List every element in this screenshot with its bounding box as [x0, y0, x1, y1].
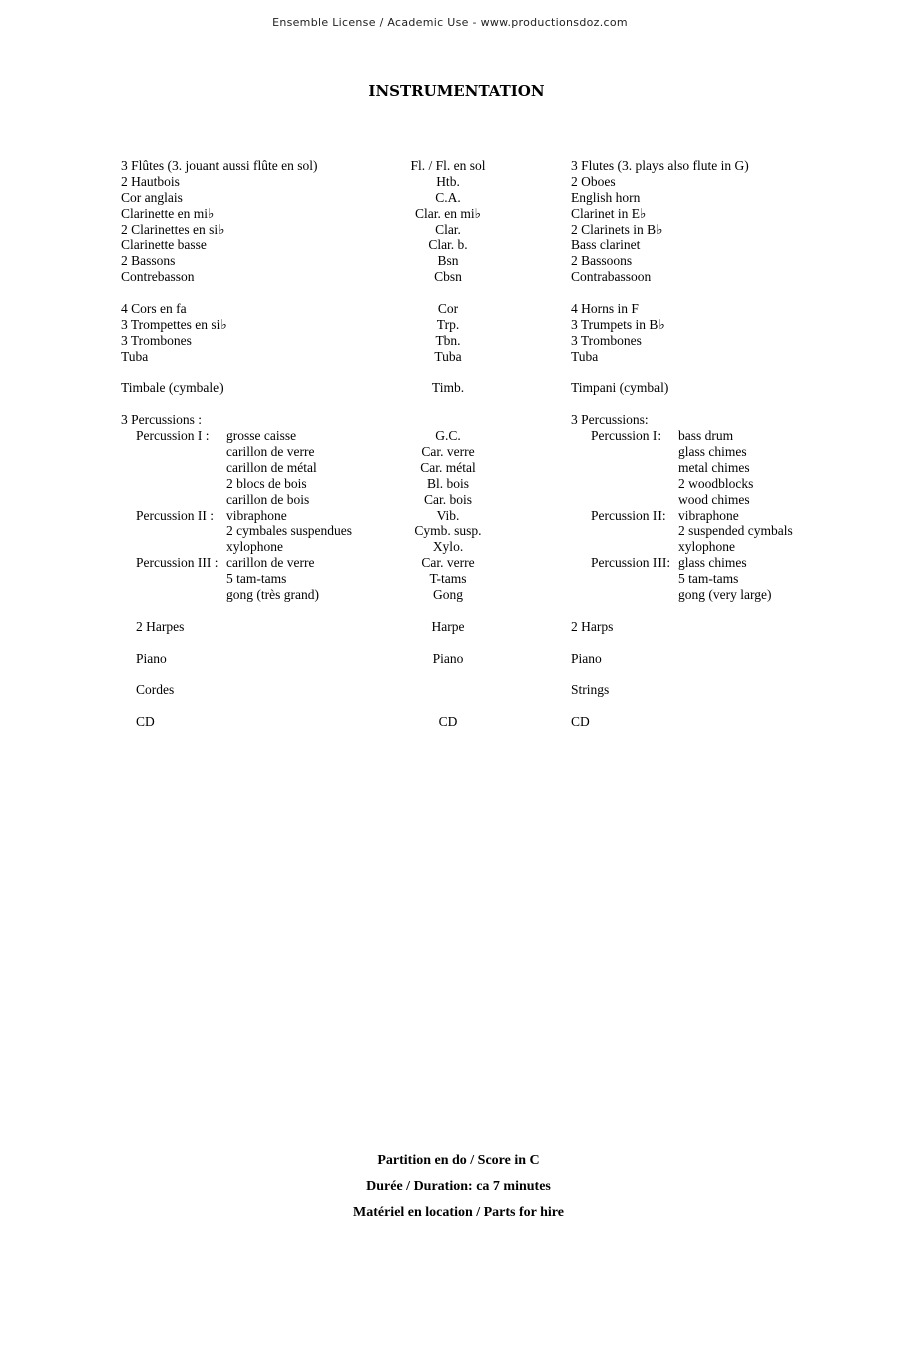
instrument-en: Bass clarinet	[571, 237, 641, 253]
abbreviation: Gong	[433, 587, 463, 603]
instrument-fr: Piano	[136, 650, 167, 666]
license-header: Ensemble License / Academic Use - www.productionsdoz.com	[272, 16, 628, 29]
instrument-en: English horn	[571, 189, 641, 205]
instrument-fr: Cor anglais	[121, 189, 183, 205]
instrument-en: Piano	[571, 650, 602, 666]
instrument-en: 2 Harps	[571, 618, 614, 634]
abbreviation: Piano	[432, 650, 464, 666]
abbreviation: CD	[438, 714, 458, 730]
percussion-label-fr: Percussion II :	[136, 507, 214, 523]
abbreviation: Xylo.	[432, 539, 464, 555]
instrument-en: Strings	[571, 682, 610, 698]
instrument-fr: Timbale (cymbale)	[121, 380, 224, 396]
instrument-fr: 2 Hautbois	[121, 173, 180, 189]
abbreviation: Car. bois	[423, 491, 472, 507]
abbreviation: Timb.	[431, 380, 465, 396]
percussion-item-en: 2 woodblocks	[678, 475, 754, 491]
abbreviation: Car. métal	[420, 459, 476, 475]
instrument-fr: Cordes	[136, 682, 175, 698]
percussion-item-en: metal chimes	[678, 459, 750, 475]
percussion-label-en: Percussion II:	[591, 507, 666, 523]
instrument-fr: Tuba	[121, 348, 149, 364]
percussion-item-fr: xylophone	[226, 539, 283, 555]
abbreviation: T-tams	[429, 571, 467, 587]
instrument-en: 2 Clarinets in B♭	[571, 221, 663, 237]
percussion-item-en: xylophone	[678, 539, 735, 555]
instrument-fr: 4 Cors en fa	[121, 301, 187, 317]
percussion-item-en: 2 suspended cymbals	[678, 523, 793, 539]
instrument-fr: CD	[136, 714, 155, 730]
instrument-fr: 3 Flûtes (3. jouant aussi flûte en sol)	[121, 158, 318, 173]
instrument-en: 2 Bassoons	[571, 253, 633, 269]
abbreviation: Trp.	[436, 316, 460, 332]
abbreviation: Harpe	[431, 618, 465, 634]
abbreviation: Bsn	[437, 253, 459, 269]
percussion-label-en: Percussion I:	[591, 428, 662, 444]
parts-note: Matériel en location / Parts for hire	[353, 1205, 564, 1220]
percussion-item-fr: 2 blocs de bois	[226, 475, 307, 491]
abbreviation: G.C.	[435, 428, 461, 444]
abbreviation: Clar. b.	[428, 237, 468, 253]
instrument-en: 3 Trombones	[571, 332, 642, 348]
percussion-item-fr: grosse caisse	[226, 428, 297, 444]
duration-note	[0, 1179, 900, 1195]
abbreviation-column	[390, 158, 506, 730]
instrument-fr: Clarinette en mi♭	[121, 205, 215, 221]
abbreviation: Cor	[437, 301, 459, 317]
percussion-item-fr: gong (très grand)	[226, 587, 319, 603]
english-column	[571, 158, 831, 730]
percussion-label-fr: Percussion III :	[136, 555, 219, 571]
french-column	[121, 158, 381, 730]
percussion-item-en: glass chimes	[678, 444, 747, 460]
abbreviation: Car. verre	[421, 555, 475, 571]
percussion-item-en: vibraphone	[678, 507, 739, 523]
abbreviation: Tbn.	[435, 332, 461, 348]
percussion-item-en: glass chimes	[678, 555, 747, 571]
instrument-en: Contrabassoon	[571, 269, 652, 285]
instrument-fr: Clarinette basse	[121, 237, 207, 253]
abbreviation: Clar. en mi♭	[415, 205, 481, 221]
percussion-item-en: 5 tam-tams	[678, 571, 739, 587]
percussion-item-en: gong (very large)	[678, 587, 772, 603]
abbreviation: C.A.	[435, 189, 461, 205]
instrument-en: 3 Trumpets in B♭	[571, 316, 665, 332]
percussion-item-en: bass drum	[678, 428, 734, 444]
instrument-en: Timpani (cymbal)	[571, 380, 669, 396]
abbreviation: Car. verre	[421, 444, 475, 460]
instrument-fr: 3 Trombones	[121, 332, 192, 348]
percussion-item-fr: carillon de bois	[226, 491, 310, 507]
instrument-fr: 2 Clarinettes en si♭	[121, 221, 225, 237]
percussion-label-fr: Percussion I :	[136, 428, 210, 444]
percussion-item-fr: vibraphone	[226, 507, 287, 523]
percussion-label-en: Percussion III:	[591, 555, 671, 571]
abbreviation: Bl. bois	[426, 475, 469, 491]
instrument-fr: 2 Harpes	[136, 618, 185, 634]
percussion-item-fr: carillon de verre	[226, 555, 315, 571]
instrument-fr: 3 Trompettes en si♭	[121, 316, 227, 332]
abbreviation: Vib.	[436, 507, 460, 523]
percussion-item-fr: carillon de métal	[226, 459, 317, 475]
instrument-en: Tuba	[571, 348, 599, 364]
instrument-en: CD	[571, 714, 590, 730]
percussion-item-fr: 5 tam-tams	[226, 571, 287, 587]
instrument-en: 2 Oboes	[571, 173, 616, 189]
percussion-item-en: wood chimes	[678, 491, 750, 507]
abbreviation: Clar.	[435, 221, 461, 237]
instrument-en: Clarinet in E♭	[571, 205, 647, 221]
abbreviation: Tuba	[434, 348, 462, 364]
abbreviation: Cymb. susp.	[414, 523, 482, 539]
abbreviation: Fl. / Fl. en sol	[410, 158, 486, 173]
percussion-item-fr: carillon de verre	[226, 444, 315, 460]
duration-value: : ca 7 minutes	[468, 1179, 551, 1194]
percussion-heading-fr: 3 Percussions :	[121, 412, 202, 428]
score-note: Partition en do / Score in C	[377, 1153, 540, 1168]
instrument-fr: 2 Bassons	[121, 253, 176, 269]
abbreviation: Htb.	[436, 173, 460, 189]
percussion-heading-en: 3 Percussions:	[571, 412, 649, 428]
instrument-fr: Contrebasson	[121, 269, 195, 285]
page-title: INSTRUMENTATION	[368, 82, 545, 100]
percussion-item-fr: 2 cymbales suspendues	[226, 523, 352, 539]
instrument-en: 4 Horns in F	[571, 301, 639, 317]
duration-label: Durée / Duration	[366, 1179, 469, 1194]
instrument-en: 3 Flutes (3. plays also flute in G)	[571, 158, 749, 173]
abbreviation: Cbsn	[434, 269, 462, 285]
